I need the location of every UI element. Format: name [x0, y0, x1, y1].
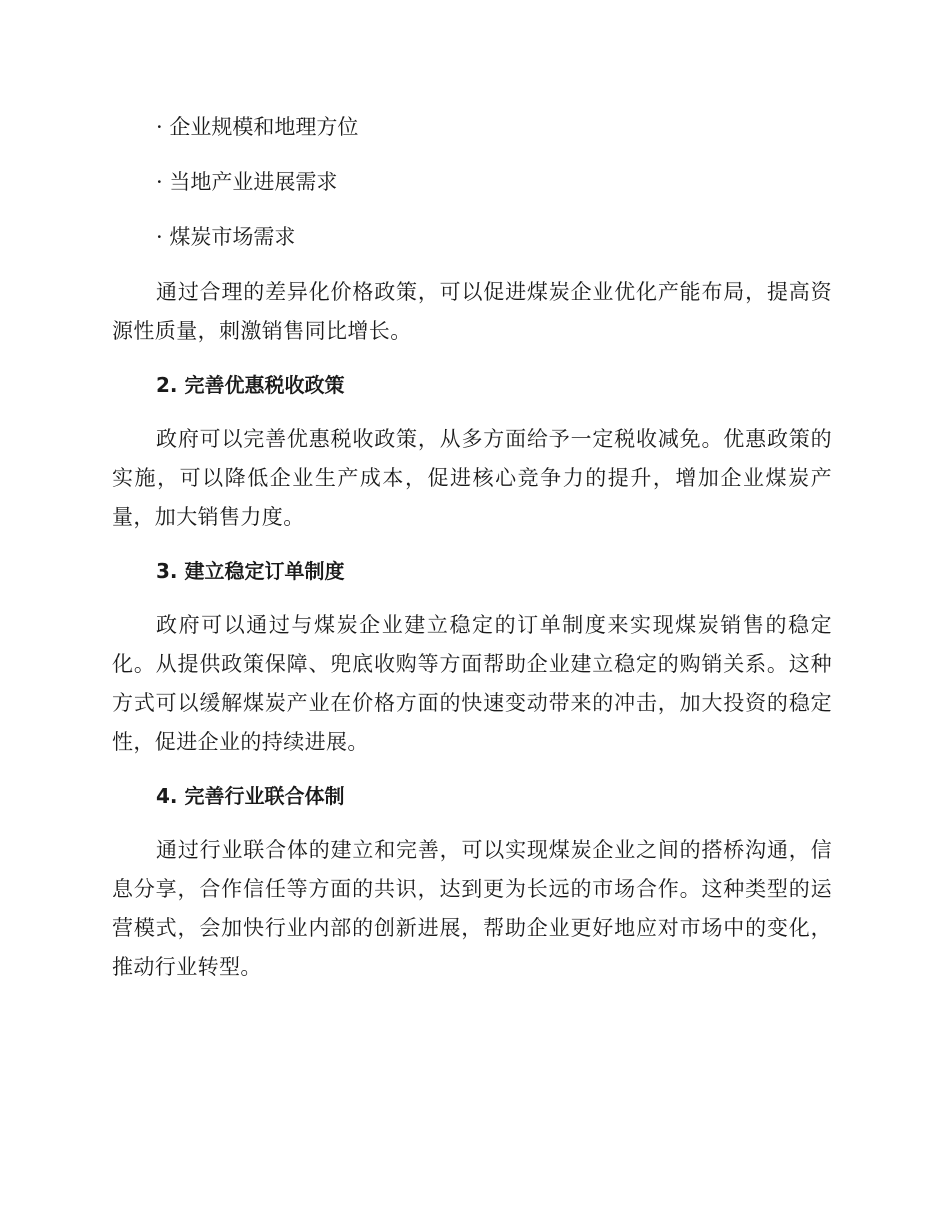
intro-paragraph: 通过合理的差异化价格政策，可以促进煤炭企业优化产能布局，提高资源性质量，刺激销售同比增长。	[112, 280, 832, 343]
bullet-item: · 煤炭市场需求	[156, 225, 296, 249]
section-body-order-system: 政府可以通过与煤炭企业建立稳定的订单制度来实现煤炭销售的稳定化。从提供政策保障、兜底收购等方面帮助企业建立稳定的购销关系。这种方式可以缓解煤炭产业在价格方面的快速变动带来的冲击，加大投资的稳定性，促进企业的持续进展。	[112, 613, 832, 754]
section-body-industry-alliance: 通过行业联合体的建立和完善，可以实现煤炭企业之间的搭桥沟通，信息分享，合作信任等方面的共识，达到更为长远的市场合作。这种类型的运营模式，会加快行业内部的创新进展，帮助企业更好地应对市场中的变化，推动行业转型。	[112, 838, 832, 979]
bullet-item: · 当地产业进展需求	[156, 170, 338, 194]
bullet-item: · 企业规模和地理方位	[156, 115, 359, 139]
section-heading-tax-policy: 2. 完善优惠税收政策	[156, 373, 345, 397]
section-body-tax-policy: 政府可以完善优惠税收政策，从多方面给予一定税收减免。优惠政策的实施，可以降低企业生产成本，促进核心竞争力的提升，增加企业煤炭产量，加大销售力度。	[112, 427, 832, 529]
section-heading-industry-alliance: 4. 完善行业联合体制	[156, 784, 345, 808]
document-body	[112, 108, 832, 1002]
section-heading-order-system: 3. 建立稳定订单制度	[156, 559, 345, 583]
